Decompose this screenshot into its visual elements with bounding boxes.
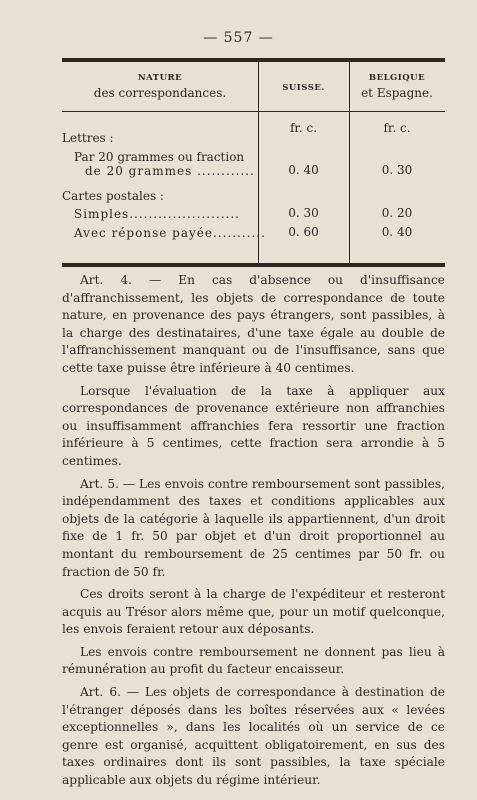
row-label: Avec réponse payée........... (74, 226, 266, 240)
header-belgique (349, 73, 445, 100)
row-label: Par 20 grammes ou fraction (74, 150, 245, 164)
paragraph: Art. 6. — Les objets de correspondance à destination de l'étranger déposés dans les boîtes réservées aux « levées exceptionnelles », dans les localités où un service de ce genre est organisé, acquittent obligatoirement, en sus des taxes ordinaires dont ils sont passibles, la taxe spéciale applicable aux objets du régime intérieur. (62, 685, 445, 788)
paragraph: Lorsque l'évaluation de la taxe à appliquer aux correspondances de provenance extérieure non affranchies ou insuffisamment affranchies fera ressortir une fraction inférieure à 5 centimes, cette fraction sera arrondie à 5 centimes. (62, 383, 445, 468)
row-value-belgique: 0. 40 (381, 225, 413, 239)
header-suisse: SUISSE. (282, 83, 325, 93)
table-header-rule (62, 111, 445, 112)
unit-belgique: fr. c. (383, 121, 411, 135)
row-value-suisse: 0. 60 (288, 225, 319, 239)
unit-suisse: fr. c. (289, 121, 318, 135)
paragraph: Art. 5. — Les envois contre remboursement sont passibles, indépendamment des taxes et conditions applicables aux objets de la catégorie à laquelle ils appartiennent, d'un droit fixe de 1 fr. 50 par objet et d'un droit proportionnel au montant du remboursement de 25 centimes par 50 fr. ou fraction de 50 fr. (62, 476, 445, 579)
paragraph: Ces droits seront à la charge de l'expéditeur et resteront acquis au Trésor alors même que, pour un motif quelconque, les envois feraient retour aux déposants. (62, 587, 445, 637)
header-nature-line2: des correspondances. (93, 86, 227, 100)
table-bottom-rule (62, 263, 445, 267)
row-value-belgique: 0. 20 (381, 206, 413, 220)
body-text (62, 272, 445, 790)
table-top-rule (62, 58, 445, 62)
row-value-suisse: 0. 40 (288, 163, 319, 177)
row-value-suisse: 0. 30 (288, 206, 319, 220)
row-label: Cartes postales : (62, 189, 164, 203)
row-value-belgique: 0. 30 (381, 163, 413, 177)
row-label: Simples....................... (74, 207, 240, 221)
header-nature (62, 73, 258, 100)
paragraph: Les envois contre remboursement ne donnent pas lieu à rémunération au profit du facteur encaisseur. (62, 644, 445, 677)
header-belgique-line1: BELGIQUE (368, 73, 426, 83)
paragraph: Art. 4. — En cas d'absence ou d'insuffisance d'affranchissement, les objets de correspondance de toute nature, en provenance des pays étrangers, sont passibles, à la charge des destinataires, d'une taxe égale au double de l'affranchissement manquant ou de l'insuffisance, sans que cette taxe puisse être inférieure à 40 centimes. (62, 273, 445, 375)
row-label: de 20 grammes ............ (85, 164, 255, 178)
header-nature-line1: NATURE (137, 73, 183, 83)
header-belgique-line2: et Espagne. (361, 86, 433, 100)
page-number: — 557 — (203, 30, 274, 46)
row-label: Lettres : (62, 131, 114, 145)
